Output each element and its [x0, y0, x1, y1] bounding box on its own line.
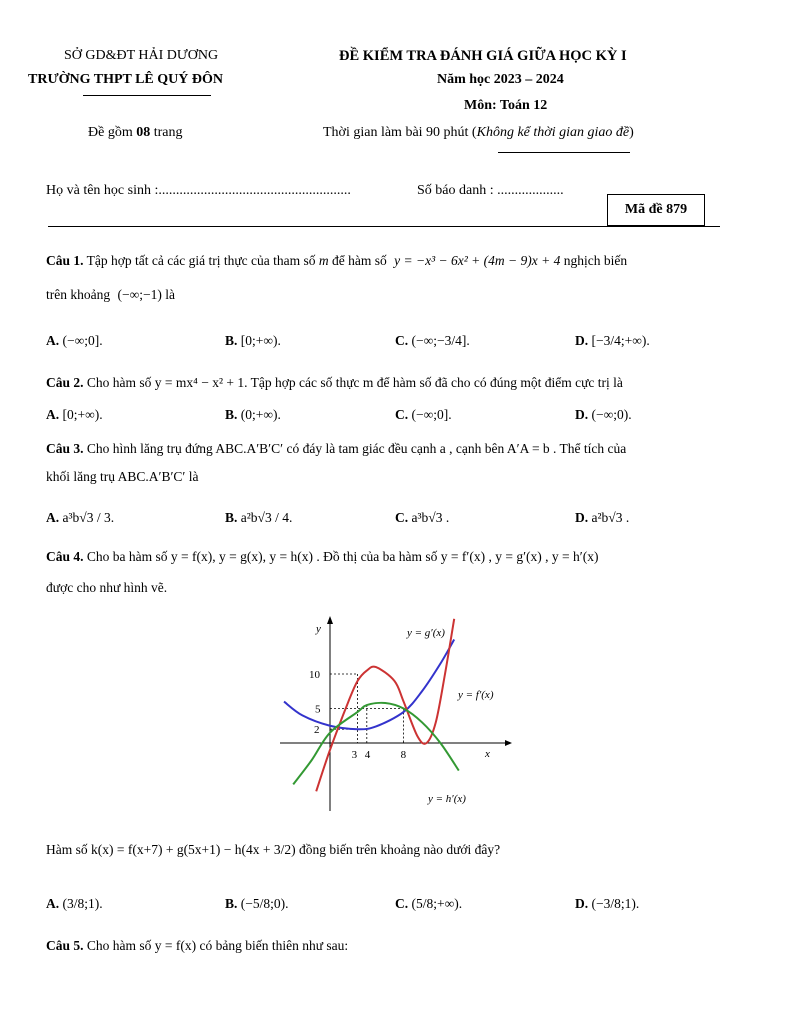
question-4: Câu 4. Cho ba hàm số y = f(x), y = g(x), y = h(x) . Đồ thị của ba hàm số y = f′(x) , y = g′(x) , y = h′(x): [46, 549, 599, 564]
question-2: Câu 2. Cho hàm số y = mx⁴ − x² + 1. Tập hợp các số thực m để hàm số đã cho có đúng một điểm cực trị là: [46, 375, 623, 390]
q1-option-b[interactable]: B. [0;+∞).: [225, 333, 281, 348]
student-name-field: Họ và tên học sinh :.......................................................: [46, 183, 351, 198]
x-tick-4: 4: [364, 749, 371, 761]
student-id-field: Số báo danh : ...................: [417, 183, 564, 198]
q3-option-b[interactable]: B. a²b√3 / 4.: [225, 510, 293, 525]
page-count: Đề gồm 08 trang: [88, 125, 183, 140]
q4-option-b[interactable]: B. (−5/8;0).: [225, 896, 289, 911]
q1-option-a[interactable]: A. (−∞;0].: [46, 333, 103, 348]
question-4-line-2: được cho như hình vẽ.: [46, 580, 168, 595]
school-underline: [83, 95, 211, 96]
x-tick-8: 8: [400, 749, 407, 761]
q3-option-a[interactable]: A. a³b√3 / 3.: [46, 510, 115, 525]
question-1: Câu 1. Tập hợp tất cả các giá trị thực của tham số m để hàm số y = −x³ − 6x² + (4m − 9)x + 4 nghịch biến: [46, 253, 628, 268]
q1-option-c[interactable]: C. (−∞;−3/4].: [395, 333, 470, 348]
q3-option-d[interactable]: D. a²b√3 .: [575, 510, 630, 525]
subject: Môn: Toán 12: [464, 98, 548, 113]
q4-option-a[interactable]: A. (3/8;1).: [46, 896, 103, 911]
x-axis-label: x: [485, 748, 490, 760]
q2-option-a[interactable]: A. [0;+∞).: [46, 407, 103, 422]
y-tick-2: 2: [314, 724, 320, 737]
q4-option-d[interactable]: D. (−3/8;1).: [575, 896, 640, 911]
q2-option-b[interactable]: B. (0;+∞).: [225, 407, 281, 422]
question-4-ask: Hàm số k(x) = f(x+7) + g(5x+1) − h(4x + 3/2) đồng biến trên khoảng nào dưới đây?: [46, 842, 501, 857]
department: SỞ GD&ĐT HẢI DƯƠNG: [64, 48, 219, 63]
f-prime-label: y = f′(x): [458, 689, 494, 701]
g-prime-label: y = g′(x): [407, 627, 445, 639]
question-3-line-2: khối lăng trụ ABC.A′B′C′ là: [46, 469, 199, 484]
q3-option-c[interactable]: C. a³b√3 .: [395, 510, 450, 525]
q4-option-c[interactable]: C. (5/8;+∞).: [395, 896, 463, 911]
f-prime-curve: [316, 619, 454, 792]
y-axis-label: y: [316, 623, 321, 635]
info-separator: [48, 226, 720, 227]
question-5: Câu 5. Cho hàm số y = f(x) có bảng biến thiên như sau:: [46, 938, 349, 953]
exam-code-box: Mã đề 879: [607, 194, 705, 226]
question-3: Câu 3. Cho hình lăng trụ đứng ABC.A′B′C′ có đáy là tam giác đều cạnh a , cạnh bên A′A = b . Thể tích của: [46, 441, 627, 456]
x-axis-arrow: [505, 740, 512, 746]
derivative-graph: [280, 606, 520, 816]
school-name: TRƯỜNG THPT LÊ QUÝ ĐÔN: [28, 72, 223, 87]
question-1-line-2: trên khoảng (−∞;−1) là: [46, 287, 175, 302]
school-year: Năm học 2023 – 2024: [437, 72, 564, 87]
x-tick-3: 3: [351, 749, 358, 761]
exam-title: ĐỀ KIỂM TRA ĐÁNH GIÁ GIỮA HỌC KỲ I: [339, 48, 627, 64]
time-underline: [498, 152, 630, 153]
y-axis-arrow: [327, 616, 333, 624]
q2-option-d[interactable]: D. (−∞;0).: [575, 407, 632, 422]
y-tick-10: 10: [309, 669, 320, 681]
exam-time: Thời gian làm bài 90 phút (Không kể thời gian giao đề): [323, 125, 634, 140]
q2-option-c[interactable]: C. (−∞;0].: [395, 407, 452, 422]
y-tick-5: 5: [315, 703, 321, 716]
h-prime-label: y = h′(x): [428, 793, 466, 805]
q1-option-d[interactable]: D. [−3/4;+∞).: [575, 333, 650, 348]
g-prime-curve: [284, 640, 454, 730]
